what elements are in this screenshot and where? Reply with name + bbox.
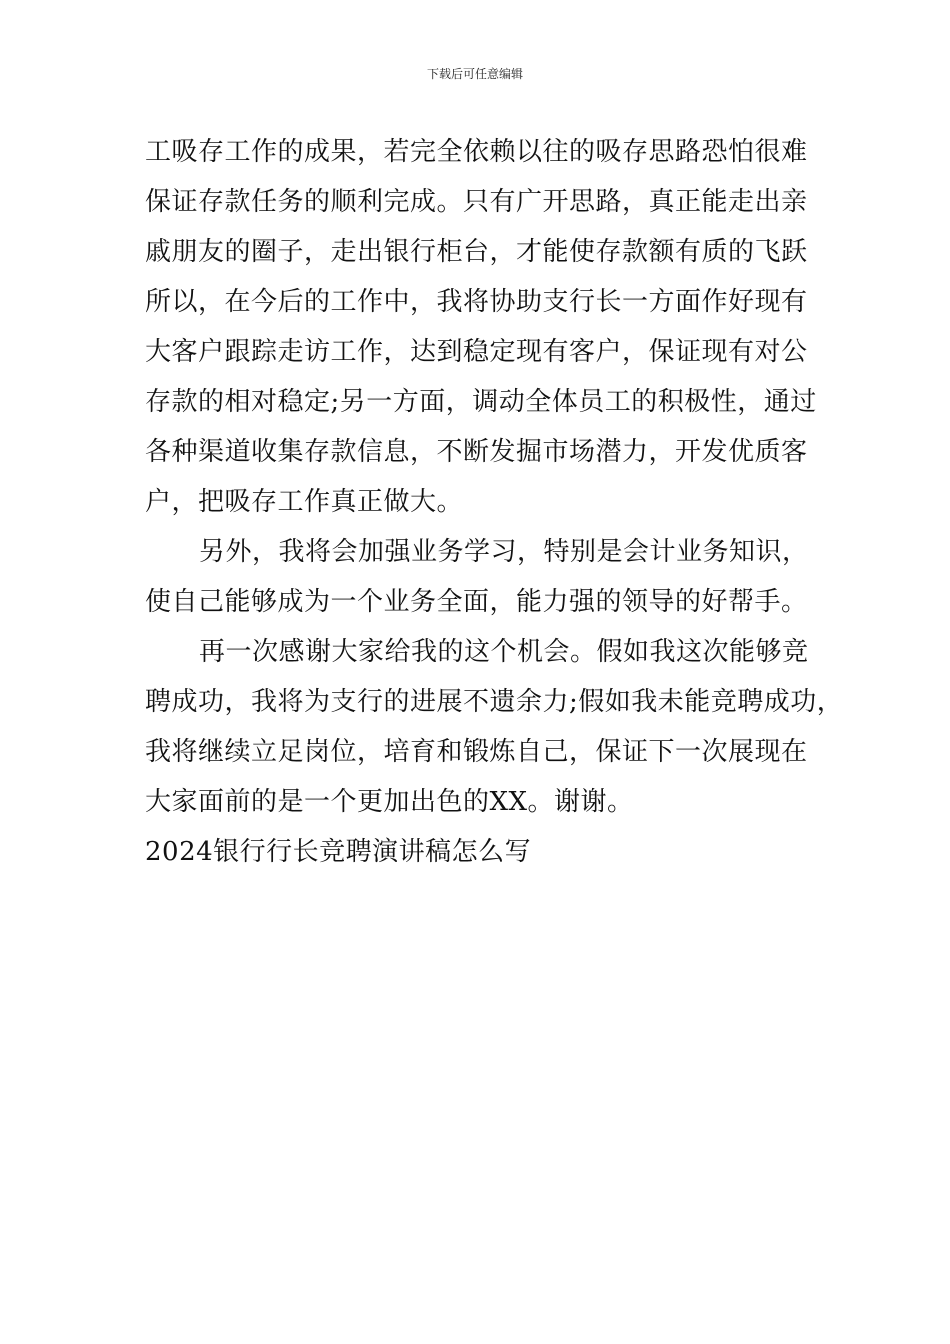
text-line: 戚朋友的圈子，走出银行柜台，才能使存款额有质的飞跃 bbox=[145, 237, 808, 267]
section-title: 2024银行行长竞聘演讲稿怎么写 bbox=[145, 837, 532, 867]
text-line: 保证存款任务的顺利完成。只有广开思路，真正能走出亲 bbox=[145, 187, 808, 217]
text-line: 各种渠道收集存款信息，不断发掘市场潜力，开发优质客 bbox=[145, 437, 808, 467]
text-line: 户，把吸存工作真正做大。 bbox=[145, 487, 464, 517]
text-line: 我将继续立足岗位，培育和锻炼自己，保证下一次展现在 bbox=[145, 737, 808, 767]
text-line: 另外，我将会加强业务学习，特别是会计业务知识， bbox=[199, 537, 809, 567]
paragraph-1 bbox=[145, 127, 825, 527]
text-line: 聘成功，我将为支行的进展不遗余力;假如我未能竞聘成功， bbox=[145, 687, 844, 717]
text-line: 存款的相对稳定;另一方面，调动全体员工的积极性，通过 bbox=[145, 387, 817, 417]
text-line: 使自己能够成为一个业务全面，能力强的领导的好帮手。 bbox=[145, 587, 808, 617]
text-line: 所以，在今后的工作中，我将协助支行长一方面作好现有 bbox=[145, 287, 808, 317]
paragraph-3 bbox=[145, 627, 844, 827]
text-line: 大家面前的是一个更加出色的XX。谢谢。 bbox=[145, 787, 634, 817]
text-line: 大客户跟踪走访工作，达到稳定现有客户，保证现有对公 bbox=[145, 337, 808, 367]
text-line: 工吸存工作的成果，若完全依赖以往的吸存思路恐怕很难 bbox=[145, 137, 808, 167]
paragraph-2 bbox=[145, 527, 825, 627]
page-header: 下载后可任意编辑 bbox=[426, 67, 523, 81]
text-line: 再一次感谢大家给我的这个机会。假如我这次能够竞 bbox=[199, 637, 809, 667]
document-body bbox=[145, 127, 844, 877]
